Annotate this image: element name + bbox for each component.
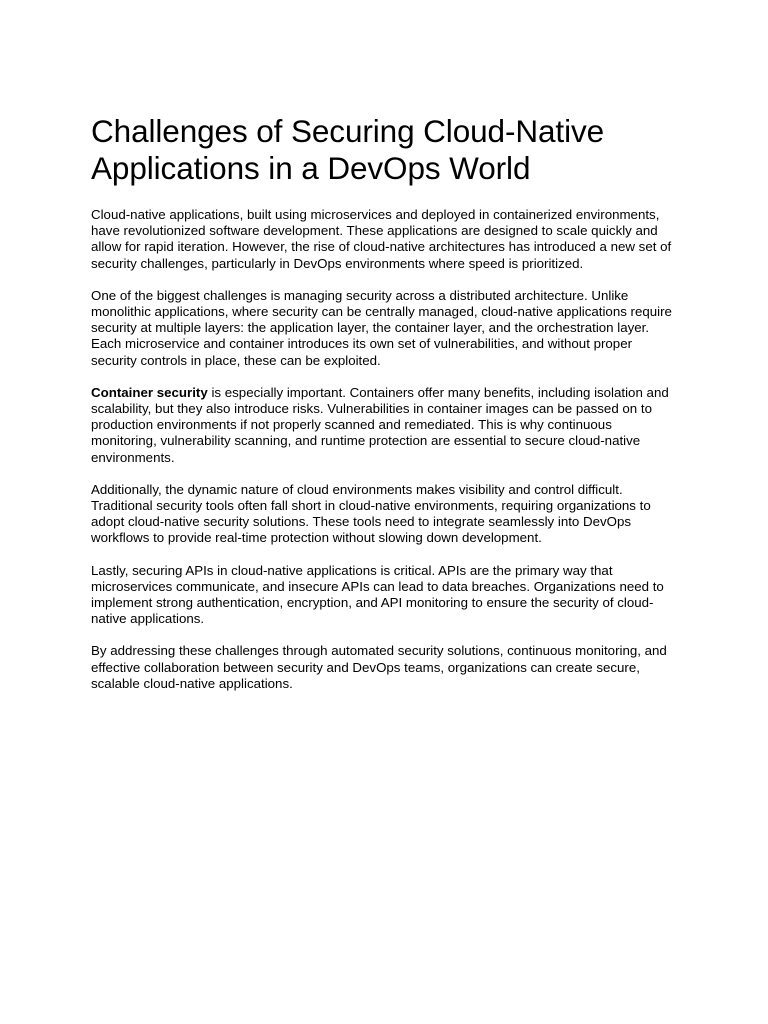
paragraph-text: Additionally, the dynamic nature of cloud environments makes visibility and control difficult. Traditional security tools often fall short in cloud-native environments, requiring organizations to adopt cloud-native security solutions. These tools need to integrate seamlessly into DevOps workflows to provide real-time protection without slowing down development. [91, 481, 651, 546]
document-page [91, 113, 681, 708]
document-title: Challenges of Securing Cloud-Native Applications in a DevOps World [91, 113, 605, 186]
bold-lead-term: Container security [91, 384, 208, 400]
paragraph-visibility-control [91, 482, 681, 547]
paragraph-intro [91, 207, 681, 272]
paragraph-container-security [91, 385, 681, 466]
paragraph-text: is especially important. Containers offer many benefits, including isolation and scalability, but they also introduce risks. Vulnerabilities in container images can be passed on to production environments if not properly scanned and remediated. This is why continuous monitoring, vulnerability scanning, and runtime protection are essential to secure cloud-native environments. [91, 384, 669, 465]
paragraph-text: One of the biggest challenges is managing security across a distributed architecture. Unlike monolithic applications, where security can be centrally managed, cloud-native applications require security at multiple layers: the application layer, the container layer, and the orchestration layer. Each microservice and container introduces its own set of vulnerabilities, and without proper security controls in place, these can be exploited. [91, 287, 672, 368]
paragraph-api-security [91, 563, 681, 628]
paragraph-conclusion [91, 643, 681, 692]
paragraph-text: Cloud-native applications, built using microservices and deployed in containerized environments, have revolutionized software development. These applications are designed to scale quickly and allow for rapid iteration. However, the rise of cloud-native architectures has introduced a new set of security challenges, particularly in DevOps environments where speed is prioritized. [91, 207, 672, 271]
paragraph-text: By addressing these challenges through automated security solutions, continuous monitoring, and effective collaboration between security and DevOps teams, organizations can create secure, scalable cloud-native applications. [91, 643, 667, 691]
paragraph-text: Lastly, securing APIs in cloud-native applications is critical. APIs are the primary way that microservices communicate, and insecure APIs can lead to data breaches. Organizations need to implement strong authentication, encryption, and API monitoring to ensure the security of cloud-native applications. [91, 562, 664, 627]
paragraph-distributed-architecture [91, 288, 681, 369]
